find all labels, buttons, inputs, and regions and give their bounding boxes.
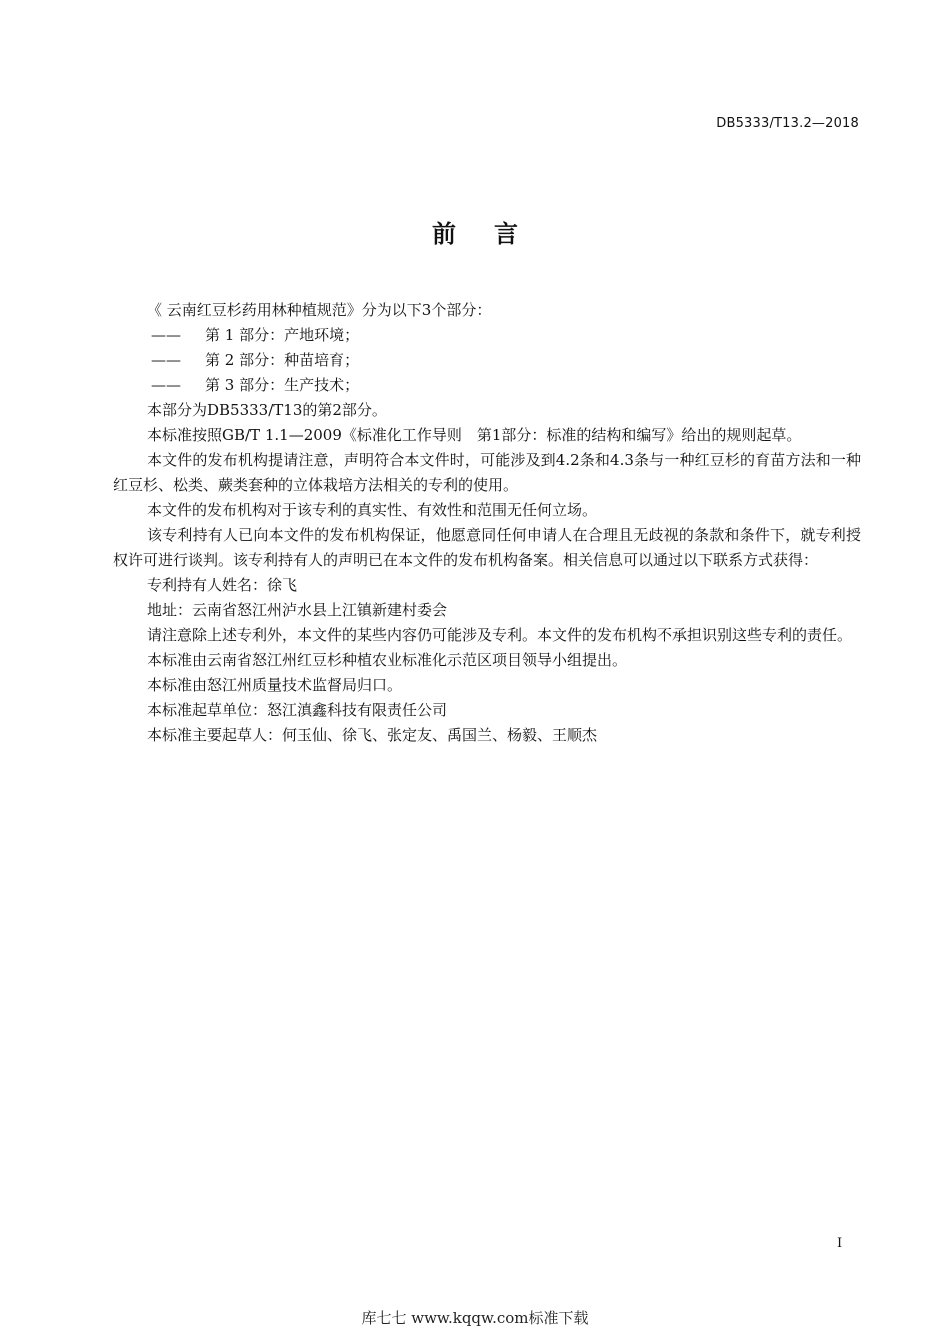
- paragraph-other-patents: 请注意除上述专利外，本文件的某些内容仍可能涉及专利。本文件的发布机构不承担识别这些专利的责任。: [147, 626, 853, 644]
- part-list-item: [113, 348, 861, 373]
- paragraph-proposer: 本标准由云南省怒江州红豆杉种植农业标准化示范区项目领导小组提出。: [147, 651, 628, 669]
- part-text: 第 1 部分：产地环境；: [205, 326, 360, 344]
- paragraph-drafting-rules: 本标准按照GB/T 1.1—2009《标准化工作导则 第1部分：标准的结构和编写》给出的规则起草。: [147, 426, 802, 444]
- foreword-body: [113, 298, 861, 748]
- dash-marker: ——: [151, 376, 181, 394]
- part-list-item: [113, 323, 861, 348]
- footer-watermark: 库七七 www.kqqw.com标准下载: [361, 1309, 589, 1327]
- part-list-item: [113, 373, 861, 398]
- dash-marker: ——: [151, 351, 181, 369]
- page-number: I: [837, 1236, 843, 1251]
- paragraph-patent-notice: 本文件的发布机构提请注意，声明符合本文件时，可能涉及到4.2条和4.3条与一种红豆杉的育苗方法和一种红豆杉、松类、蕨类套种的立体栽培方法相关的专利的使用。: [113, 451, 861, 494]
- paragraph-address: 地址：云南省怒江州泸水县上江镇新建村委会: [147, 601, 448, 619]
- paragraph-patent-holder-name: 专利持有人姓名：徐飞: [147, 576, 298, 594]
- intro-paragraph: 《 云南红豆杉药用林种植规范》分为以下3个部分：: [147, 301, 492, 319]
- document-code: DB5333/T13.2—2018: [716, 116, 859, 131]
- part-text: 第 3 部分：生产技术；: [205, 376, 360, 394]
- paragraph-centralized-by: 本标准由怒江州质量技术监督局归口。: [147, 676, 403, 694]
- paragraph-patent-holder-assurance: 该专利持有人已向本文件的发布机构保证，他愿意同任何申请人在合理且无歧视的条款和条件下，就专利授权许可进行谈判。该专利持有人的声明已在本文件的发布机构备案。相关信息可以通过以下联系方式获得：: [113, 526, 861, 569]
- paragraph-part-statement: 本部分为DB5333/T13的第2部分。: [147, 401, 387, 419]
- paragraph-main-drafters: 本标准主要起草人：何玉仙、徐飞、张定友、禹国兰、杨毅、王顺杰: [147, 726, 598, 744]
- page-title: 前言: [432, 220, 556, 248]
- dash-marker: ——: [151, 326, 181, 344]
- part-text: 第 2 部分：种苗培育；: [205, 351, 360, 369]
- paragraph-drafting-unit: 本标准起草单位：怒江滇鑫科技有限责任公司: [147, 701, 448, 719]
- paragraph-patent-position: 本文件的发布机构对于该专利的真实性、有效性和范围无任何立场。: [147, 501, 598, 519]
